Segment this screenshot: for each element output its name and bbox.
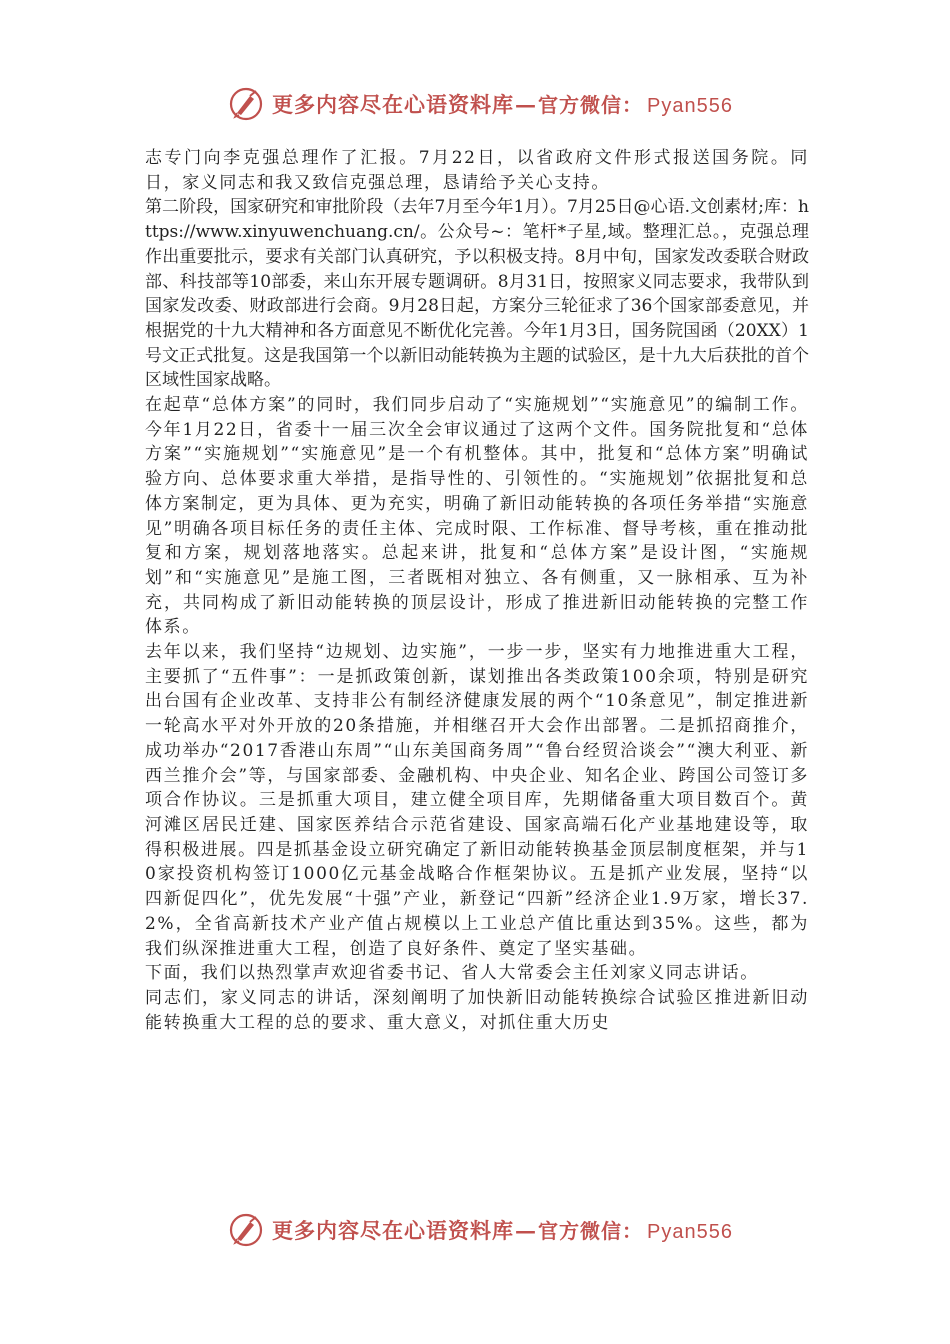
banner-text bbox=[272, 1215, 733, 1245]
header-banner bbox=[228, 82, 748, 126]
banner-text bbox=[272, 89, 733, 119]
banner-wechat-label: 官方微信： bbox=[538, 1219, 643, 1243]
quill-logo-icon bbox=[228, 86, 264, 122]
quill-logo-icon bbox=[228, 1212, 264, 1248]
banner-main-text: 更多内容尽在心语资料库 bbox=[272, 1218, 514, 1243]
paragraph: 同志们，家义同志的讲话，深刻阐明了加快新旧动能转换综合试验区推进新旧动能转换重大工程的总的要求、重大意义，对抓住重大历史 bbox=[145, 987, 809, 1033]
banner-wechat-id: Pyan556 bbox=[647, 95, 733, 117]
banner-wechat-label: 官方微信： bbox=[538, 93, 643, 117]
paragraph: 志专门向李克强总理作了汇报。7月22日，以省政府文件形式报送国务院。同日，家义同志和我又致信克强总理，恳请给予关心支持。 bbox=[145, 148, 809, 193]
paragraph: 第二阶段，国家研究和审批阶段（去年7月至今年1月）。7月25日@心语.文创素材;库：https://www.xinyuwenchuang.cn/。公众号~：笔杆*子星,域。整理汇总。，克强总理作出重要批示，要求有关部门认真研究，予以积极支持。8月中旬，国家发改委联合财政部、科技部等10部委，来山东开展专题调研。8月31日，按照家义同志要求，我带队到国家发改委、财政部进行会商。9月28日起，方案分三轮征求了36个国家部委意见，并根据党的十九大精神和各方面意见不断优化完善。今年1月3日，国务院国函（20XX）1号文正式批复。这是我国第一个以新旧动能转换为主题的试验区，是十九大后获批的首个区域性国家战略。 bbox=[145, 197, 809, 391]
banner-wechat-id: Pyan556 bbox=[647, 1221, 733, 1243]
banner-separator: — bbox=[515, 92, 537, 117]
footer-banner bbox=[228, 1208, 748, 1252]
banner-separator: — bbox=[515, 1218, 537, 1243]
banner-main-text: 更多内容尽在心语资料库 bbox=[272, 92, 514, 117]
paragraph: 去年以来，我们坚持“边规划、边实施”，一步一步，坚实有力地推进重大工程，主要抓了“五件事”：一是抓政策创新，谋划推出各类政策100余项，特别是研究出台国有企业改革、支持非公有制经济健康发展的两个“10条意见”，制定推进新一轮高水平对外开放的20条措施，并相继召开大会作出部署。二是抓招商推介，成功举办“2017香港山东周”“山东美国商务周”“鲁台经贸洽谈会”“澳大利亚、新西兰推介会”等，与国家部委、金融机构、中央企业、知名企业、跨国公司签订多项合作协议。三是抓重大项目，建立健全项目库，先期储备重大项目数百个。黄河滩区居民迁建、国家医养结合示范省建设、国家高端石化产业基地建设等，取得积极进展。四是抓基金设立研究确定了新旧动能转换基金顶层制度框架，并与10家投资机构签订1000亿元基金战略合作框架协议。五是抓产业发展，坚持“以四新促四化”，优先发展“十强”产业，新登记“四新”经济企业1.9万家，增长37.2%，全省高新技术产业产值占规模以上工业总产值比重达到35%。这些，都为我们纵深推进重大工程，创造了良好条件、奠定了坚实基础。 bbox=[145, 642, 809, 959]
document-body bbox=[145, 146, 809, 1035]
paragraph: 在起草“总体方案”的同时，我们同步启动了“实施规划”“实施意见”的编制工作。今年1月22日，省委十一届三次全会审议通过了这两个文件。国务院批复和“总体方案”“实施规划”“实施意见”是一个有机整体。其中，批复和“总体方案”明确试验方向、总体要求重大举措，是指导性的、引领性的。“实施规划”依据批复和总体方案制定，更为具体、更为充实，明确了新旧动能转换的各项任务举措“实施意见”明确各项目标任务的责任主体、完成时限、工作标准、督导考核，重在推动批复和方案，规划落地落实。总起来讲，批复和“总体方案”是设计图，“实施规划”和“实施意见”是施工图，三者既相对独立、各有侧重，又一脉相承、互为补充，共同构成了新旧动能转换的顶层设计，形成了推进新旧动能转换的完整工作体系。 bbox=[145, 395, 809, 638]
paragraph: 下面，我们以热烈掌声欢迎省委书记、省人大常委会主任刘家义同志讲话。 bbox=[145, 963, 759, 984]
